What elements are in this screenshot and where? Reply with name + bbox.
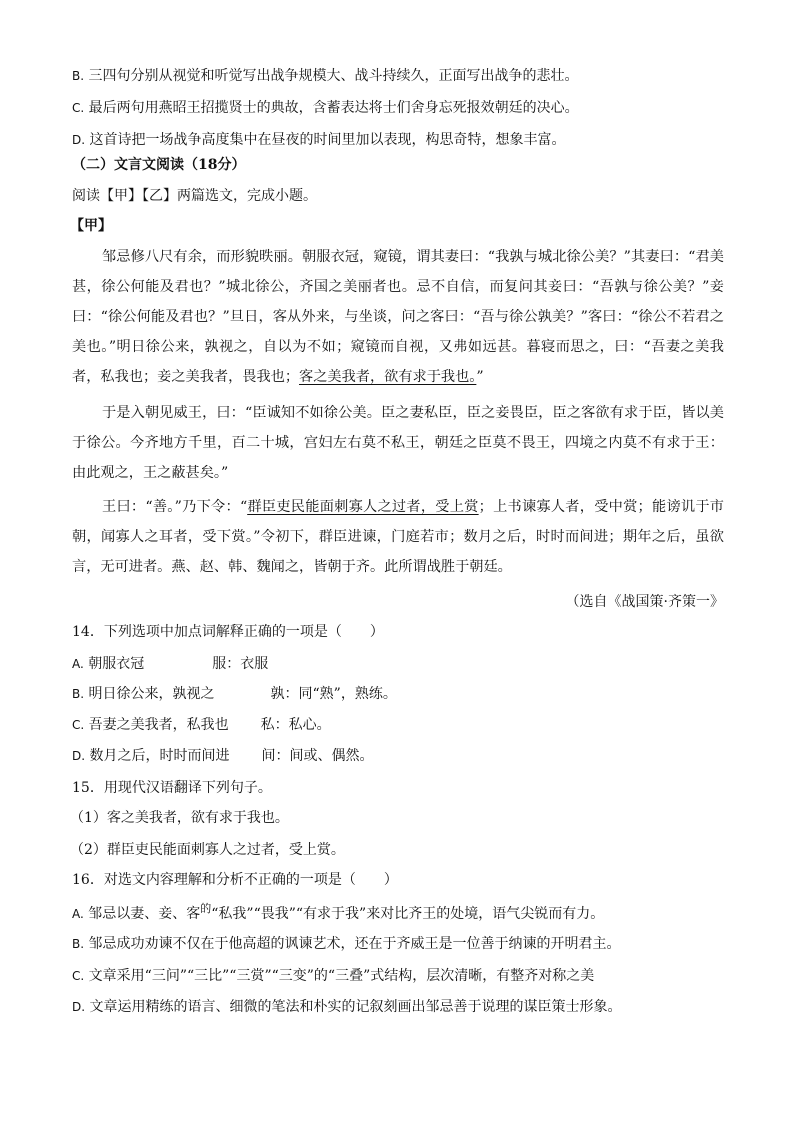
option-letter: C.: [72, 101, 85, 115]
option-letter: D.: [72, 1000, 86, 1014]
question-16-stem: 16．对选文内容理解和分析不正确的一项是（ ）: [72, 872, 398, 888]
option-letter: B.: [72, 937, 85, 951]
option-phrase: 朝服衣冠: [88, 656, 145, 672]
option-phrase: 数月之后，时时而间进: [89, 748, 230, 764]
option-phrase: 吾妻之美我者，私我也: [88, 717, 229, 733]
option-letter: D.: [72, 749, 86, 763]
option-letter: A.: [72, 657, 84, 671]
section-title: （二）文言文阅读（18分）: [72, 157, 246, 173]
passage-source: （选自《战国策·齐策一》: [565, 594, 724, 610]
option-gloss: 间：间或、偶然。: [261, 748, 374, 764]
option-letter: B.: [72, 69, 85, 83]
option-text-superscript: 的: [200, 902, 212, 915]
option-letter: C.: [72, 969, 85, 983]
option-text: 三四句分别从视觉和听觉写出战争规模大、战斗持续久，正面写出战争的悲壮。: [88, 68, 579, 84]
option-gloss: 私：私心。: [260, 717, 331, 733]
underlined-sentence: 群臣吏民能面刺寡人之过者，受上赏: [247, 499, 479, 515]
passage-paragraph-1: [72, 242, 724, 392]
passage-label-jia: 【甲】: [70, 218, 112, 234]
q16-option-a: [72, 904, 724, 925]
option-phrase: 明日徐公来，孰视之: [88, 686, 215, 702]
q14-option-a: [72, 654, 724, 674]
q16-option-d: [72, 997, 724, 1017]
q16-option-c: [72, 966, 724, 986]
poem-option-c: [72, 98, 724, 118]
option-letter: B.: [72, 687, 85, 701]
passage-text: 王曰：“善。”乃下令：“: [102, 499, 248, 515]
passage-paragraph-3: [72, 492, 724, 582]
question-14-stem: 14．下列选项中加点词解释正确的一项是（ ）: [72, 624, 384, 640]
passage-text: ；上书谏寡人者，受中赏；能谤讥于市朝，闻寡人之耳者，受下赏。”令初下，群臣进谏，门庭若市；数月之后，时时而间进；期年之后，虽欲言，无可进者。燕、赵、韩、魏闻之，皆朝于齐。此所谓战胜于朝廷。: [72, 499, 724, 575]
q15-item-2: （2）群臣吏民能面刺寡人之过者，受上赏。: [70, 842, 345, 858]
poem-option-d: [72, 130, 724, 150]
underlined-sentence: 客之美我者，欲有求于我也。: [299, 369, 477, 385]
option-text: 文章运用精练的语言、细微的笔法和朴实的记叙刻画出邹忌善于说理的谋臣策士形象。: [89, 999, 622, 1015]
q14-option-c: [72, 715, 724, 735]
option-gloss: 服：衣服: [212, 656, 269, 672]
q14-option-d: [72, 746, 724, 766]
option-gloss: 孰：同“熟”，熟练。: [270, 686, 397, 702]
q15-item-1: （1）客之美我者，欲有求于我也。: [70, 810, 289, 826]
option-text: 这首诗把一场战争高度集中在昼夜的时间里加以表现，构思奇特，想象丰富。: [89, 132, 566, 148]
option-letter: D.: [72, 133, 86, 147]
option-text: 邹忌以妻、妾、客: [88, 906, 201, 922]
passage-text: 邹忌修八尺有余，而形貌昳丽。朝服衣冠，窥镜，谓其妻曰：“我孰与城北徐公美？”其妻曰：“君美甚，徐公何能及君也？”城北徐公，齐国之美丽者也。忌不自信，而复问其妾曰：“吾孰与徐公美？”妾曰：“徐公何能及君也？”旦日，客从外来，与坐谈，问之客曰：“吾与徐公孰美？”客曰：“徐公不若君之美也。”明日徐公来，孰视之，自以为不如；窥镜而自视，又弗如远甚。暮寝而思之，曰：“吾妻之美我者，私我也；妾之美我者，畏我也；: [72, 249, 724, 385]
poem-option-b: [72, 66, 724, 86]
reading-instruction: 阅读【甲】【乙】两篇选文，完成小题。: [72, 188, 317, 204]
passage-paragraph-2: 于是入朝见威王，曰：“臣诚知不如徐公美。臣之妻私臣，臣之妾畏臣，臣之客欲有求于臣，皆以美于徐公。今齐地方千里，百二十城，宫妇左右莫不私王，朝廷之臣莫不畏王，四境之内莫不有求于王：由此观之，王之蔽甚矣。”: [72, 405, 724, 481]
question-15-stem: 15．用现代汉语翻译下列句子。: [72, 780, 272, 796]
option-text: “私我”“畏我”“有求于我”来对比齐王的处境，语气尖锐而有力。: [211, 906, 605, 922]
passage-text: ”: [476, 369, 484, 385]
option-text: 邹忌成功劝谏不仅在于他高超的讽谏艺术，还在于齐威王是一位善于纳谏的开明君主。: [88, 936, 621, 952]
option-text: 文章采用“三问”“三比”“三赏”“三变”的“三叠”式结构，层次清晰，有整齐对称之美: [88, 968, 595, 984]
q16-option-b: [72, 934, 724, 954]
q14-option-b: [72, 684, 724, 704]
option-text: 最后两句用燕昭王招揽贤士的典故，含蓄表达将士们舍身忘死报效朝廷的决心。: [88, 100, 579, 116]
option-letter: A.: [72, 907, 84, 921]
option-letter: C.: [72, 718, 85, 732]
